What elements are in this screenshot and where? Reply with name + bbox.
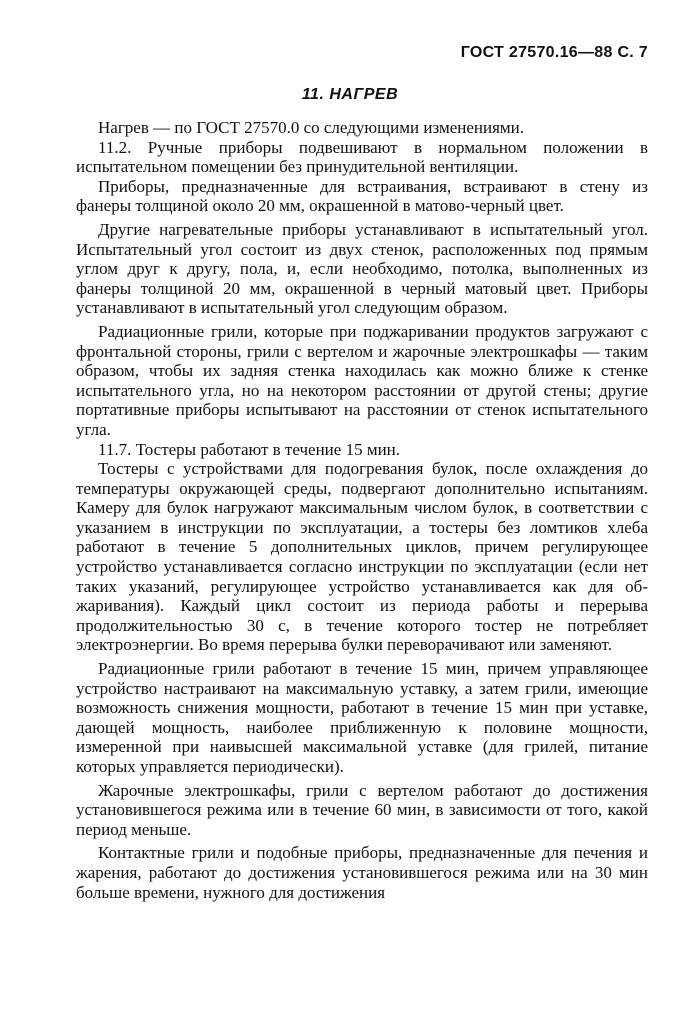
body-text — [76, 118, 648, 906]
section-title: 11. НАГРЕВ — [301, 86, 399, 103]
paragraph-intro: Нагрев — по ГОСТ 27570.0 со следующими изменениями. — [98, 118, 525, 137]
paragraph-ovens: Жарочные электрошкафы, грили с вертелом работают до достижения установившегося режима или в течение 60 мин, в зависимости от того, какой период меньше. — [76, 780, 648, 839]
running-header: ГОСТ 27570.16—88 С. 7 — [460, 44, 648, 61]
paragraph-toasters: Тостеры с устройствами для подогревания булок, после охлаждения до температуры окружающей среды, подвергают дополнительно испытаниям. Камеру для булок нагружают максимальным числом булок, в соответствии с указанием в инструкции по эксплуатации, а тостеры без ломтиков хлеба работают в течение 5 дополнительных циклов, причем регулирующее устройство устанавливается согласно инструкции по эксплуатации (если нет таких указаний, регулирующее устройство устанавливается как для обжаривания). Каждый цикл состоит из периода работы и перерыва продолжительностью 30 с, в течение которого тостер не потребляет электроэнергии. Во время перерыва булки переворачивают или заменяют. — [76, 459, 648, 655]
paragraph-radiant-grills-operation: Радиационные грили работают в течение 15 мин, причем управляющее устройство настраивают на максимальную уставку, а затем грили, имеющие возможность снижения мощности, работают в течение 15 мин при уставке, дающей мощность, наиболее приближенную к половине мощности, измеренной при наивысшей максимальной уставке (для грилей, питание которых управляется периодически). — [76, 659, 648, 776]
paragraph-11-2: 11.2. Ручные приборы подвешивают в нормальном положении в испытательном помещении без принудительной вентиляции. — [76, 137, 648, 177]
paragraph-radiant-grills: Радиационные грили, которые при поджаривании продуктов загружают с фронтальной стороны, грили с вертелом и жарочные электрошкафы — таким образом, чтобы их задняя стенка находилась как можно ближе к стенке испытательного угла, но на некотором расстоянии от другой стены; другие портативные приборы испытывают на расстоянии от стенок испытательного угла. — [76, 321, 648, 439]
paragraph-11-7: 11.7. Тостеры работают в течение 15 мин. — [98, 439, 401, 459]
paragraph-test-corner: Другие нагревательные приборы устанавливают в испытательный угол. Испытательный угол состоит из двух стенок, расположенных под прямым углом друг к другу, пола, и, если необходимо, потолка, выполненных из фанеры толщиной 20 мм, окрашенной в черный матовый цвет. Приборы устанавливают в испытательный угол следующим образом. — [76, 219, 648, 318]
paragraph-built-in: Приборы, предназначенные для встраивания, встраивают в стену из фанеры толщиной около 20 мм, окрашенной в матово-черный цвет. — [76, 176, 648, 216]
paragraph-contact-grills: Контактные грили и подобные приборы, предназначенные для печения и жарения, работают до достижения установившегося режима или на 30 мин больше времени, нужного для достижения — [76, 843, 648, 902]
